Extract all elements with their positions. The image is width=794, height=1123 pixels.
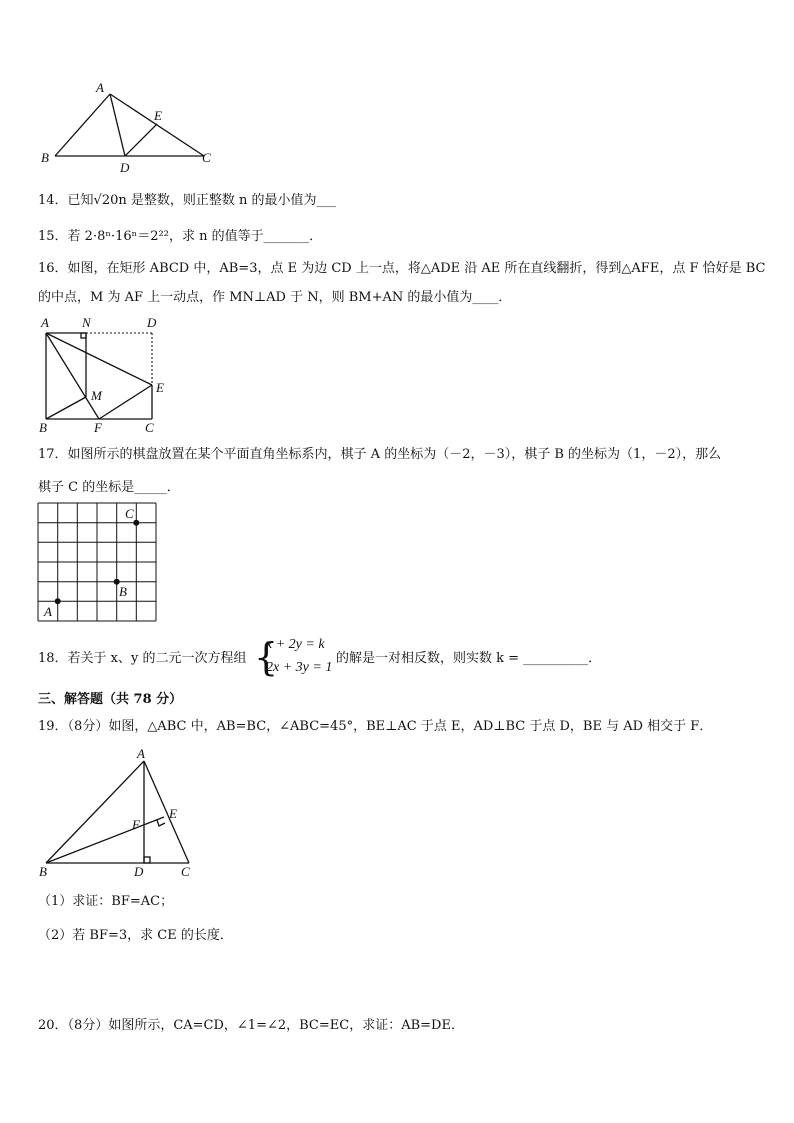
- question-18-prefix: 18．若关于 x、y 的二元一次方程组: [38, 651, 247, 666]
- question-14-text: 14．已知√20n 是整数，则正整数 n 的最小值为___: [38, 193, 337, 208]
- piece-C: [133, 520, 139, 526]
- label-C: C: [202, 150, 211, 165]
- question-16-text2: 的中点，M 为 AF 上一动点，作 MN⊥AD 于 N，则 BM+AN 的最小值为____．: [38, 290, 512, 305]
- question-19-text: 19．（8分）如图，△ABC 中，AB=BC，∠ABC=45°，BE⊥AC 于点 E，AD⊥BC 于点 D，BE 与 AD 相交于 F．: [38, 719, 713, 734]
- question-17-text2: 棋子 C 的坐标是_____．: [38, 480, 180, 495]
- question-20: [38, 1017, 464, 1035]
- triangle-figure-q13: [38, 80, 228, 175]
- question-16-line1: [38, 260, 765, 278]
- rectangle-figure-q16: [36, 315, 176, 435]
- question-17-line1: [38, 446, 721, 464]
- label-B: B: [119, 584, 127, 599]
- label-A: A: [137, 746, 145, 761]
- label-E: E: [156, 380, 164, 395]
- label-A: A: [41, 315, 49, 330]
- label-B: B: [39, 864, 47, 879]
- question-19-part1-text: （1）求证：BF=AC；: [38, 894, 174, 909]
- question-20-text: 20．（8分）如图所示，CA=CD，∠1=∠2，BC=EC，求证：AB=DE．: [38, 1018, 464, 1033]
- label-A: A: [44, 604, 52, 619]
- label-C: C: [181, 864, 190, 879]
- label-D: D: [134, 864, 144, 879]
- label-D: D: [147, 315, 157, 330]
- question-17-line2: [38, 479, 180, 497]
- equation-system: [254, 636, 336, 680]
- piece-A: [55, 598, 61, 604]
- question-18: [38, 650, 246, 668]
- question-17-text1: 17．如图所示的棋盘放置在某个平面直角坐标系内，棋子 A 的坐标为（－2，－3），棋子 B 的坐标为（1，－2），那么: [38, 447, 722, 462]
- equation-2: 2x + 3y = 1: [266, 660, 333, 675]
- label-A: A: [96, 80, 104, 95]
- question-19: [38, 718, 712, 736]
- label-C: C: [145, 420, 154, 435]
- label-N: N: [82, 315, 91, 330]
- equation-1: x + 2y = k: [266, 637, 325, 652]
- label-E: E: [169, 806, 177, 821]
- chessboard-grid-q17: [38, 503, 160, 623]
- label-F: F: [94, 420, 102, 435]
- question-19-part2: [38, 927, 233, 945]
- question-16-text1: 16．如图，在矩形 ABCD 中，AB=3，点 E 为边 CD 上一点，将△ADE 沿 AE 所在直线翻折，得到△AFE，点 F 恰好是 BC: [38, 261, 766, 276]
- label-B: B: [41, 150, 49, 165]
- label-M: M: [91, 388, 102, 403]
- label-B: B: [39, 420, 47, 435]
- question-19-part2-text: （2）若 BF=3，求 CE 的长度．: [38, 928, 233, 943]
- question-16-line2: [38, 289, 511, 307]
- question-19-part1: [38, 893, 173, 911]
- question-18-suffix: 的解是一对相反数，则实数 k = __________．: [336, 651, 602, 666]
- section-3-title: 三、解答题（共 78 分）: [38, 692, 183, 707]
- question-18-suffix-wrap: [336, 650, 601, 668]
- triangle-figure-q19: [36, 745, 206, 880]
- label-F: F: [132, 817, 140, 832]
- label-D: D: [120, 160, 130, 175]
- label-E: E: [154, 108, 162, 123]
- question-15: [38, 228, 322, 246]
- system-brace: {: [254, 635, 279, 679]
- question-15-text: 15．若 2·8ⁿ·16ⁿ＝2²²，求 n 的值等于_______．: [38, 229, 323, 244]
- question-14: [38, 192, 336, 210]
- label-C: C: [125, 506, 134, 521]
